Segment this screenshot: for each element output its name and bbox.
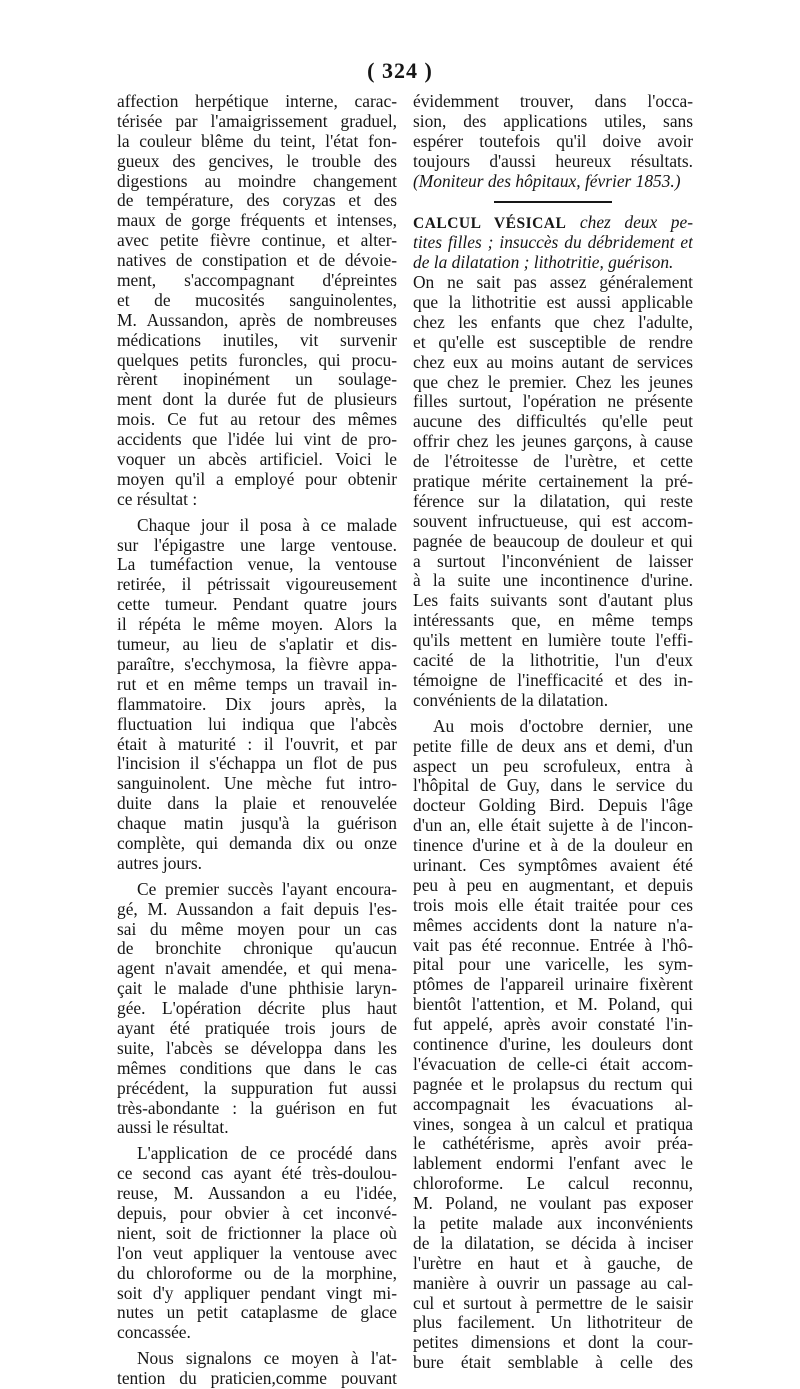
text-line: l'urètre en haut et à gauche, de <box>413 1253 693 1273</box>
text-line: pagnée et le prolapsus du rectum qui <box>413 1074 693 1094</box>
text-line: Ce premier succès l'ayant encoura- <box>137 879 397 899</box>
text-line: accidents que l'idée lui vint de pro- <box>117 430 397 450</box>
text-line: accompagnait les évacuations al- <box>413 1094 693 1114</box>
text-line: (Moniteur des hôpitaux, février 1853.) <box>413 171 681 191</box>
text-line: vines, songea à un calcul et pratiqua <box>413 1114 693 1134</box>
text-line: la couleur blême du teint, l'état fon- <box>117 131 397 151</box>
text-line: il répéta le même moyen. Alors la <box>117 615 397 635</box>
text-line: de bronchite chronique qu'aucun <box>117 939 397 959</box>
text-line: affection herpétique interne, carac- <box>117 92 397 111</box>
text-line: que chez le premier. Chez les jeunes <box>413 372 693 392</box>
text-line: convénients de la dilatation. <box>413 690 609 710</box>
text-line: à la suite une incontinence d'urine. <box>413 571 693 591</box>
text-line: tention du praticien,comme pouvant <box>117 1369 397 1389</box>
text-line: çait le malade d'une phthisie laryn- <box>117 979 397 999</box>
article-heading-line <box>413 213 693 233</box>
text-line: continence d'urine, les douleurs dont <box>413 1034 693 1054</box>
text-line: Chaque jour il posa à ce malade <box>137 515 397 535</box>
text-line: tumeur, au lieu de s'aplatir et dis- <box>117 635 397 655</box>
text-line: rut et en même temps un travail in- <box>117 674 397 694</box>
text-line: pratique mérite certainement la pré- <box>413 472 693 492</box>
text-line: la petite malade aux inconvénients <box>413 1213 693 1233</box>
text-line: petite fille de deux ans et demi, d'un <box>413 736 693 756</box>
text-line: l'hôpital de Guy, dans le service du <box>413 776 693 796</box>
text-line: sion, des applications utiles, sans <box>413 111 693 131</box>
article-heading: CALCUL VÉSICAL <box>413 215 567 233</box>
text-line: quelques petits furoncles, qui procu- <box>117 350 397 370</box>
text-line: plus facilement. Un lithotriteur de <box>413 1313 693 1333</box>
text-line: fut appelé, après avoir constaté l'in- <box>413 1015 693 1035</box>
text-line: depuis, pour obvier à cet inconvé- <box>117 1203 397 1223</box>
text-line: gé, M. Aussandon a fait depuis l'es- <box>117 899 397 919</box>
text-line: soit d'y appliquer pendant vingt mi- <box>117 1283 397 1303</box>
text-line: offrir chez les jeunes garçons, à cause <box>413 432 693 452</box>
text-line: ce second cas ayant été très-doulou- <box>117 1164 397 1184</box>
text-line: aucune des difficultés qu'elle peut <box>413 412 693 432</box>
text-line: bure était semblable à celle des <box>413 1353 693 1373</box>
text-line: pagnée de beaucoup de douleur et qui <box>413 531 693 551</box>
right-column-intro <box>413 92 693 191</box>
text-line: petites dimensions et dont la cour- <box>413 1333 693 1353</box>
text-line: vait pas été reconnue. Entrée à l'hô- <box>413 935 693 955</box>
text-line: et de mucosités sanguinolentes, <box>117 290 397 310</box>
text-line: duite dans la plaie et renouvelée <box>117 794 397 814</box>
section-divider <box>494 201 612 203</box>
text-line: chaque matin jusqu'à la guérison <box>117 814 397 834</box>
text-line: toujours d'aussi heureux résultats. <box>413 151 693 171</box>
text-line: l'on veut appliquer la ventouse avec <box>117 1243 397 1263</box>
text-line: ayant été pratiquée trois jours de <box>117 1018 397 1038</box>
text-line: de température, des coryzas et des <box>117 191 397 211</box>
text-line: férence sur la dilatation, qui reste <box>413 491 693 511</box>
text-line: précédent, la suppuration fut aussi <box>117 1078 397 1098</box>
text-line: trois mois elle était traitée pour ces <box>413 895 693 915</box>
text-line: ptômes de l'appareil urinaire fixèrent <box>413 975 693 995</box>
text-line: sai du même moyen pour un cas <box>117 919 397 939</box>
text-line: moyen qu'il a employé pour obtenir <box>117 469 397 489</box>
text-line: sur l'épigastre une large ventouse. <box>117 535 397 555</box>
text-line: tinence d'urine et à de la douleur en <box>413 836 693 856</box>
right-column <box>413 92 693 1373</box>
text-line: mêmes conditions que dans le cas <box>117 1058 397 1078</box>
text-line: retirée, il pétrissait vigoureusement <box>117 575 397 595</box>
text-line: du chloroforme ou de la morphine, <box>117 1263 397 1283</box>
text-line: paraître, s'ecchymosa, la fièvre appa- <box>117 654 397 674</box>
text-line: bientôt l'attention, et M. Poland, qui <box>413 995 693 1015</box>
text-line: l'incision il s'échappa un flot de pus <box>117 754 397 774</box>
text-line: ment, s'accompagnant d'épreintes <box>117 271 397 291</box>
text-line: ment dont la durée fut de plusieurs <box>117 390 397 410</box>
text-line: L'application de ce procédé dans <box>137 1144 397 1164</box>
text-line: chez les enfants que chez l'adulte, <box>413 312 693 332</box>
text-line: Au mois d'octobre dernier, une <box>433 716 693 736</box>
text-line: reuse, M. Aussandon a eu l'idée, <box>117 1184 397 1204</box>
text-line: l'évacuation de celle-ci était accom- <box>413 1054 693 1074</box>
text-line: chez eux au moins autant de services <box>413 352 693 372</box>
text-line: témoigne de l'inefficacité et des in- <box>413 670 693 690</box>
text-line: fluctuation lui indiqua que l'abcès <box>117 714 397 734</box>
text-line: La tuméfaction venue, la ventouse <box>117 555 397 575</box>
text-line: mois. Ce fut au retour des mêmes <box>117 410 397 430</box>
text-line: lablement endormi l'enfant avec le <box>413 1154 693 1174</box>
text-line: natives de constipation et de dévoie- <box>117 251 397 271</box>
text-line: d'un an, elle était sujette à de l'incon- <box>413 816 693 836</box>
text-line: espérer toutefois qu'il doive avoir <box>413 131 693 151</box>
text-line: pital pour une varicelle, les sym- <box>413 955 693 975</box>
text-line: qu'ils mettent en lumière toute l'effi- <box>413 631 693 651</box>
text-line: Nous signalons ce moyen à l'at- <box>137 1349 397 1369</box>
left-column <box>117 92 397 1389</box>
text-line: suite, l'abcès se développa dans les <box>117 1038 397 1058</box>
text-line: voquer un abcès artificiel. Voici le <box>117 450 397 470</box>
text-line: et qu'elle est susceptible de rendre <box>413 332 693 352</box>
text-line: On ne sait pas assez généralement <box>413 273 693 293</box>
text-line: était à maturité : il l'ouvrit, et par <box>117 734 397 754</box>
text-line: de la dilatation, se décida à inciser <box>413 1233 693 1253</box>
text-line: mêmes accidents dont la nature n'a- <box>413 915 693 935</box>
text-line: flammatoire. Dix jours après, la <box>117 694 397 714</box>
right-column-body <box>413 273 693 1373</box>
text-line: gueux des gencives, le trouble des <box>117 151 397 171</box>
text-line: filles surtout, l'opération ne présente <box>413 392 693 412</box>
text-line: aspect un peu scrofuleux, entra à <box>413 756 693 776</box>
text-line: concassée. <box>117 1323 191 1343</box>
article-subtitle-line: chez deux pe- <box>579 213 693 233</box>
page-number: ( 324 ) <box>367 58 433 83</box>
text-line: complète, qui demanda dix ou onze <box>117 833 397 853</box>
text-line: souvent infructueuse, qui est accom- <box>413 511 693 531</box>
text-line: peu à peu en augmentant, et depuis <box>413 875 693 895</box>
text-line: sanguinolent. Une mèche fut intro- <box>117 774 397 794</box>
text-line: aussi le résultat. <box>117 1118 229 1138</box>
text-line: de l'étroitesse de l'urètre, et cette <box>413 452 693 472</box>
article-subtitle-line: de la dilatation ; lithotritie, guérison. <box>413 253 674 273</box>
text-line: cacité de la lithotritie, l'un d'eux <box>413 651 693 671</box>
text-line: docteur Golding Bird. Depuis l'âge <box>413 796 693 816</box>
text-line: Les faits suivants sont d'autant plus <box>413 591 693 611</box>
text-line: digestions au moindre changement <box>117 171 397 191</box>
text-line: ce résultat : <box>117 489 198 509</box>
text-line: térisée par l'amaigrissement graduel, <box>117 111 397 131</box>
text-line: nutes un petit cataplasme de glace <box>117 1303 397 1323</box>
text-line: nient, soit de frictionner la place où <box>117 1223 397 1243</box>
text-line: agent n'avait amendée, et qui mena- <box>117 959 397 979</box>
text-line: médications inutiles, vit survenir <box>117 330 397 350</box>
article-heading-block <box>413 213 693 273</box>
text-line: que la lithotritie est aussi applicable <box>413 293 693 313</box>
text-line: autres jours. <box>117 853 203 873</box>
text-line: avec petite fièvre continue, et alter- <box>117 231 397 251</box>
text-line: M. Aussandon, après de nombreuses <box>117 310 397 330</box>
text-line: très-abondante : la guérison en fut <box>117 1098 397 1118</box>
text-line: chloroforme. Le calcul reconnu, <box>413 1174 693 1194</box>
text-line: gée. L'opération décrite plus haut <box>117 999 397 1019</box>
text-line: urinant. Ces symptômes avaient été <box>413 855 693 875</box>
text-line: évidemment trouver, dans l'occa- <box>413 92 693 111</box>
article-subtitle-line: tites filles ; insuccès du débridement et <box>413 233 693 253</box>
text-line: M. Poland, ne voulant pas exposer <box>413 1194 693 1214</box>
text-line: le cathétérisme, après avoir préa- <box>413 1134 693 1154</box>
text-line: a surtout l'inconvénient de laisser <box>413 551 693 571</box>
text-line: cette tumeur. Pendant quatre jours <box>117 595 397 615</box>
text-line: intéressants que, en même temps <box>413 611 693 631</box>
text-line: manière à ouvrir un passage au cal- <box>413 1273 693 1293</box>
text-line: cul et surtout à permettre de le saisir <box>413 1293 693 1313</box>
text-line: rèrent inopinément un soulage- <box>117 370 397 390</box>
text-line: maux de gorge fréquents et intenses, <box>117 211 397 231</box>
